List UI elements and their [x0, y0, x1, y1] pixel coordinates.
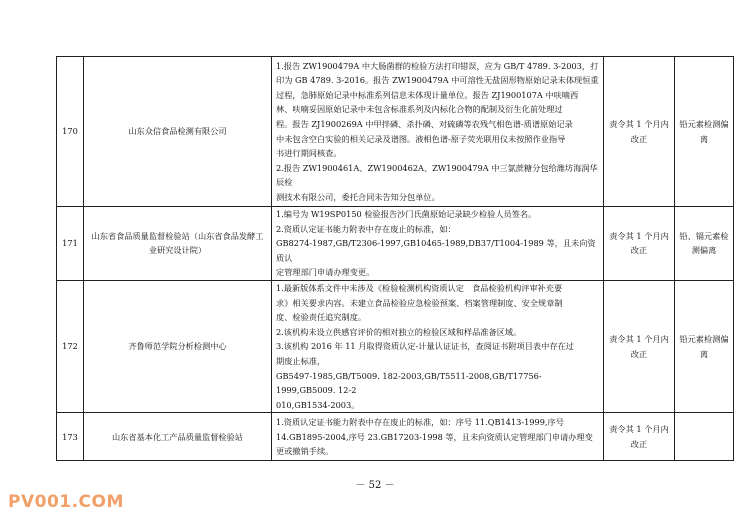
- issue-line: 2.该机构未设立供感官评价的相对独立的检验区域和样品准备区域。: [276, 326, 522, 337]
- issues-cell: [272, 280, 604, 412]
- table-row: [57, 207, 734, 281]
- issue-line: 010,GB1534-2003。: [276, 399, 360, 410]
- row-number: 173: [57, 413, 84, 461]
- corrective-action: 责令其 1 个月内改正: [604, 57, 675, 207]
- institution-name: 山东众信食品检测有限公司: [84, 57, 272, 207]
- watermark-logo: PV001.COM: [8, 492, 124, 512]
- issue-line: 度、检验责任追究制度。: [276, 312, 367, 323]
- issue-line: 求》相关要求内容。未建立食品检验应急检验预案、档案管理制度、安全规章制: [276, 297, 563, 308]
- issue-line: 程。报告 ZJ1900269A 中甲拌磷、杀扑磷、对硫磷等农残气相色谱-质谱原始记录: [276, 118, 573, 129]
- table-row: [57, 57, 734, 207]
- issues-cell: [272, 413, 604, 461]
- deviation-category: 铅元素检测偏离: [675, 57, 734, 207]
- issue-line: 印为 GB 4789. 3-2016。报告 ZW1900479A 中可溶性无盐固形物原始记录未体现恒重: [276, 75, 599, 86]
- issues-cell: [272, 207, 604, 281]
- issue-line: 14.GB1895-2004,序号 23.GB17203-1998 等，且未向资质认定管理部门申请办理变: [276, 431, 593, 442]
- issues-cell: [272, 57, 604, 207]
- issue-line: 中未包含空白实验的相关记录及谱图。液相色谱-原子荧光联用仪未按照作业指导: [276, 133, 566, 144]
- table-row: [57, 280, 734, 412]
- issue-line: 期废止标准，: [276, 355, 326, 366]
- issue-line: 1.最新版体系文件中未涉及《检验检测机构资质认定 食品检验机构评审补充要: [276, 282, 563, 293]
- issue-line: 测技术有限公司，委托合同未告知分包单位。: [276, 191, 440, 202]
- deviation-category: 铅元素检测偏离: [675, 280, 734, 412]
- row-number: 172: [57, 280, 84, 412]
- issue-line: 2.报告 ZW1900461A、ZW1900462A、ZW1900479A 中三氯蔗糖分包给潍坊海润华辰检: [276, 162, 598, 188]
- issue-line: 书进行期间核查。: [276, 148, 342, 159]
- institution-name: 齐鲁师范学院分析检测中心: [84, 280, 272, 412]
- findings-table: [56, 56, 734, 461]
- issue-line: 2.资质认定证书能力附表中存在废止的标准，如：: [276, 223, 456, 234]
- issue-line: GB8274-1987,GB/T2306-1997,GB10465-1989,DB37/T1004-1989 等，且未向资质认: [276, 238, 596, 263]
- deviation-category: 铅、镉元素检测偏离: [675, 207, 734, 281]
- row-number: 170: [57, 57, 84, 207]
- issue-line: 1.编号为 W19SP0150 检验报告沙门氏菌原始记录缺少检验人员签名。: [276, 209, 537, 219]
- table-row: [57, 413, 734, 461]
- corrective-action: 责令其 1 个月内改正: [604, 207, 675, 281]
- institution-name: 山东省食品质量监督检验站（山东省食品发酵工业研究设计院）: [84, 207, 272, 281]
- issue-line: 3.该机构 2016 年 11 月取得资质认定-计量认证证书，查阅证书附项目表中存在过: [276, 341, 574, 352]
- institution-name: 山东省基本化工产品质量监督检验站: [84, 413, 272, 461]
- row-number: 171: [57, 207, 84, 281]
- issue-line: 林、呋喃妥因原始记录中未包含标准系列及内标化合物的配制及衍生化前处理过: [276, 104, 563, 115]
- issue-line: 过程，急肺原始记录中标准系列信息未体现计量单位。报告 ZJ1900107A 中呋喃西: [276, 89, 579, 100]
- issue-line: 1.报告 ZW1900479A 中大肠菌群的检验方法打印错误，应为 GB/T 4789. 3-2003，打: [276, 60, 599, 71]
- issue-line: 定管理部门申请办理变更。: [276, 267, 375, 278]
- issue-line: 1.资质认定证书能力附表中存在废止的标准，如：序号 11.QB1413-1999,序号: [276, 416, 564, 427]
- corrective-action: 责令其 1 个月内改正: [604, 413, 675, 461]
- issue-line: 更或撤销手续。: [276, 446, 334, 457]
- page-number: － 52 －: [355, 480, 395, 491]
- corrective-action: 责令其 1 个月内改正: [604, 280, 675, 412]
- deviation-category: [675, 413, 734, 461]
- issue-line: GB5497-1985,GB/T5009. 182-2003,GB/T5511-2008,GB/T17756-1999,GB5009. 12-2: [276, 370, 542, 396]
